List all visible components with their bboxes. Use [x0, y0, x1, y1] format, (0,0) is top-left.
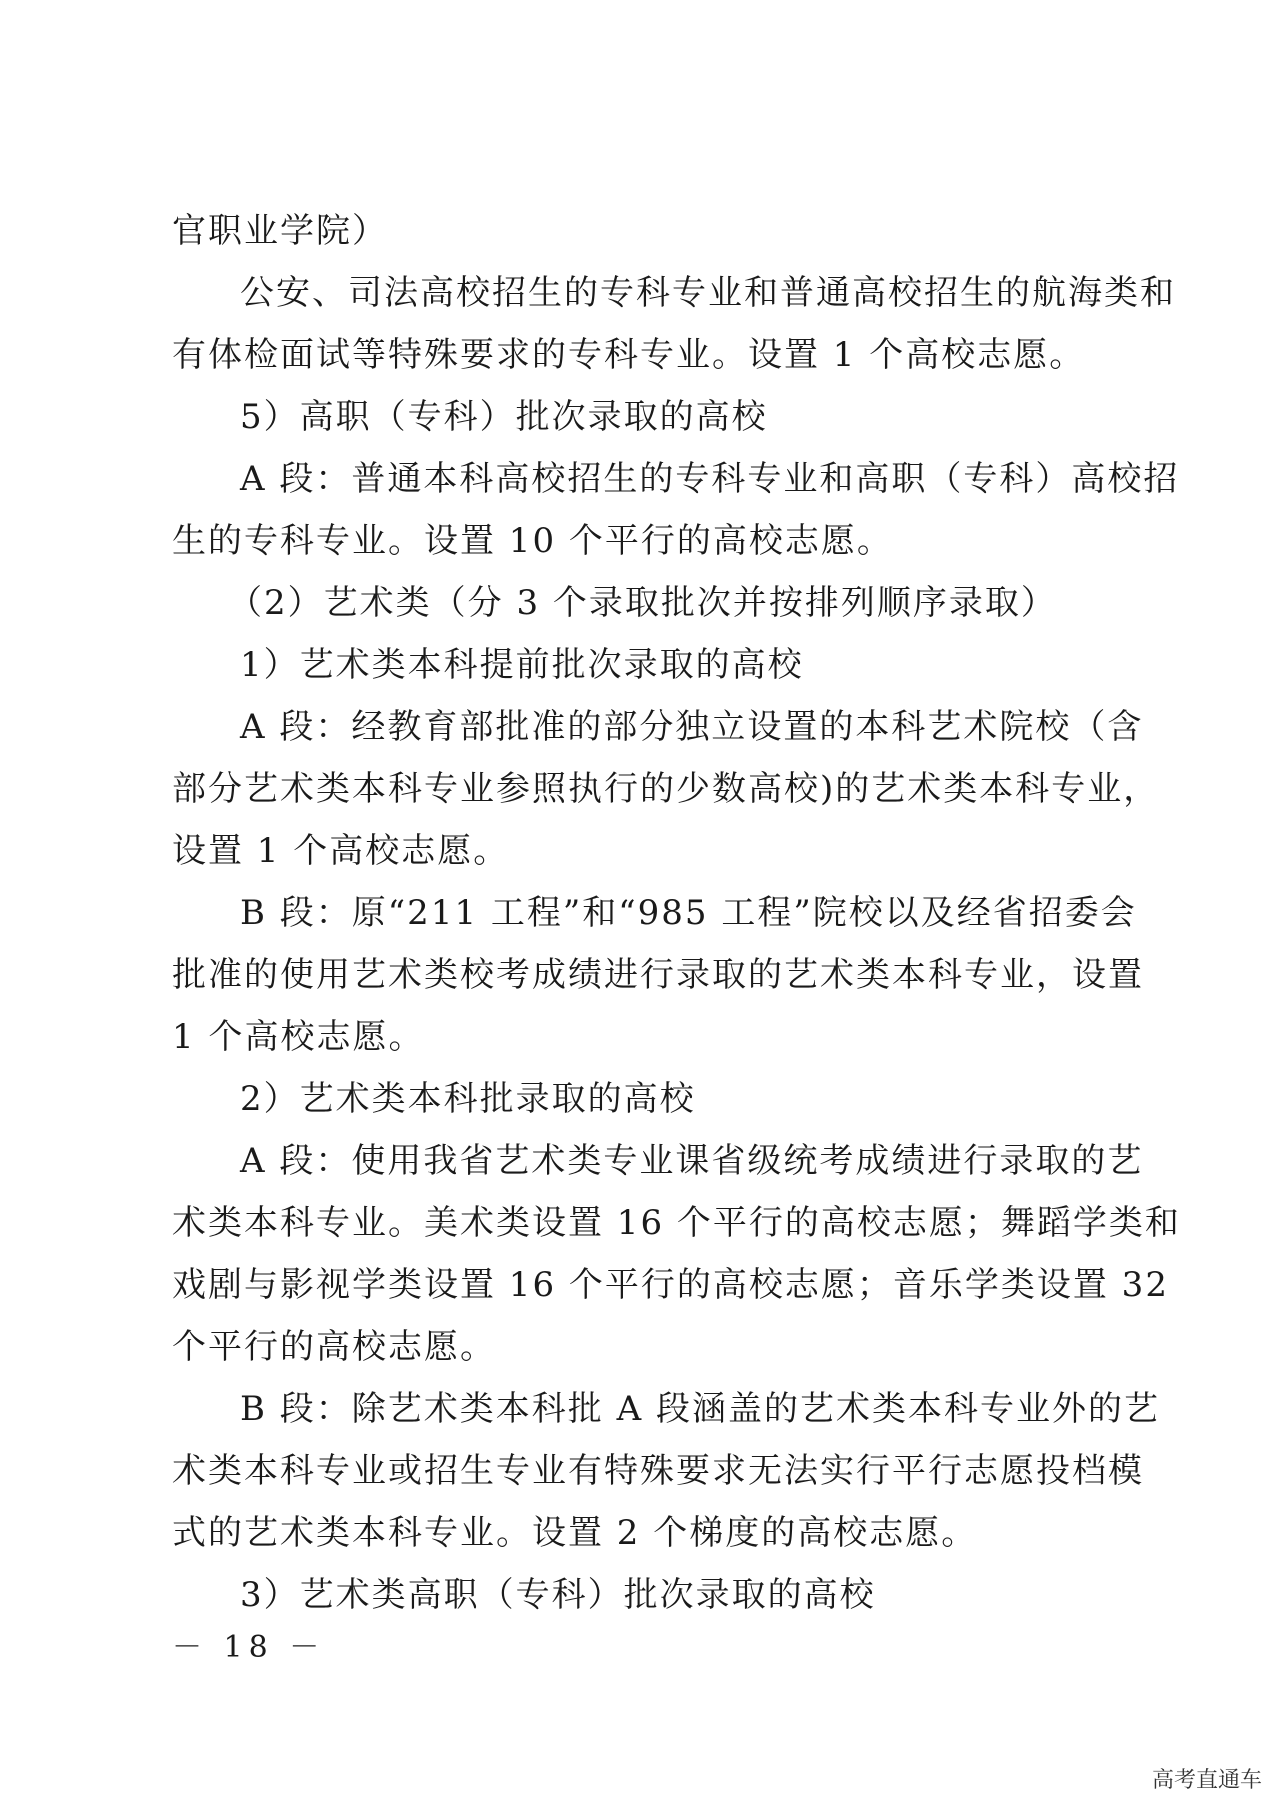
text-line: 有体检面试等特殊要求的专科专业。设置 1 个高校志愿。 — [172, 335, 1086, 375]
section-heading: 3）艺术类高职（专科）批次录取的高校 — [240, 1575, 876, 1615]
text-line: 生的专科专业。设置 10 个平行的高校志愿。 — [172, 521, 893, 561]
text-line: 式的艺术类本科专业。设置 2 个梯度的高校志愿。 — [172, 1513, 978, 1553]
text-line: 术类本科专业。美术类设置 16 个平行的高校志愿；舞蹈学类和 — [172, 1203, 1181, 1243]
document-body — [172, 200, 1181, 1626]
section-heading: 1）艺术类本科提前批次录取的高校 — [240, 645, 804, 685]
text-line: 设置 1 个高校志愿。 — [172, 831, 510, 871]
text-line: 官职业学院） — [172, 211, 388, 251]
page-number: － 18 － — [172, 1630, 326, 1665]
text-line: A 段：经教育部批准的部分独立设置的本科艺术院校（含 — [240, 707, 1144, 747]
watermark-text: 高考直通车 — [1151, 1768, 1262, 1793]
text-line: B 段：除艺术类本科批 A 段涵盖的艺术类本科专业外的艺 — [240, 1389, 1160, 1429]
text-line: 部分艺术类本科专业参照执行的少数高校)的艺术类本科专业， — [172, 769, 1160, 809]
section-heading: 5）高职（专科）批次录取的高校 — [240, 397, 768, 437]
text-line: A 段：使用我省艺术类专业课省级统考成绩进行录取的艺 — [240, 1141, 1144, 1181]
section-heading: 2）艺术类本科批录取的高校 — [240, 1079, 696, 1119]
text-line: 1 个高校志愿。 — [172, 1017, 425, 1057]
text-line: 戏剧与影视学类设置 16 个平行的高校志愿；音乐学类设置 32 — [172, 1265, 1169, 1305]
text-line: 批准的使用艺术类校考成绩进行录取的艺术类本科专业，设置 — [172, 955, 1144, 995]
text-line: 个平行的高校志愿。 — [172, 1327, 496, 1367]
section-heading: （2）艺术类（分 3 个录取批次并按排列顺序录取） — [228, 583, 1057, 623]
text-line: 术类本科专业或招生专业有特殊要求无法实行平行志愿投档模 — [172, 1451, 1144, 1491]
text-line: B 段：原“211 工程”和“985 工程”院校以及经省招委会 — [240, 893, 1137, 933]
text-line: 公安、司法高校招生的专科专业和普通高校招生的航海类和 — [240, 273, 1176, 313]
text-line: A 段：普通本科高校招生的专科专业和高职（专科）高校招 — [240, 459, 1180, 499]
